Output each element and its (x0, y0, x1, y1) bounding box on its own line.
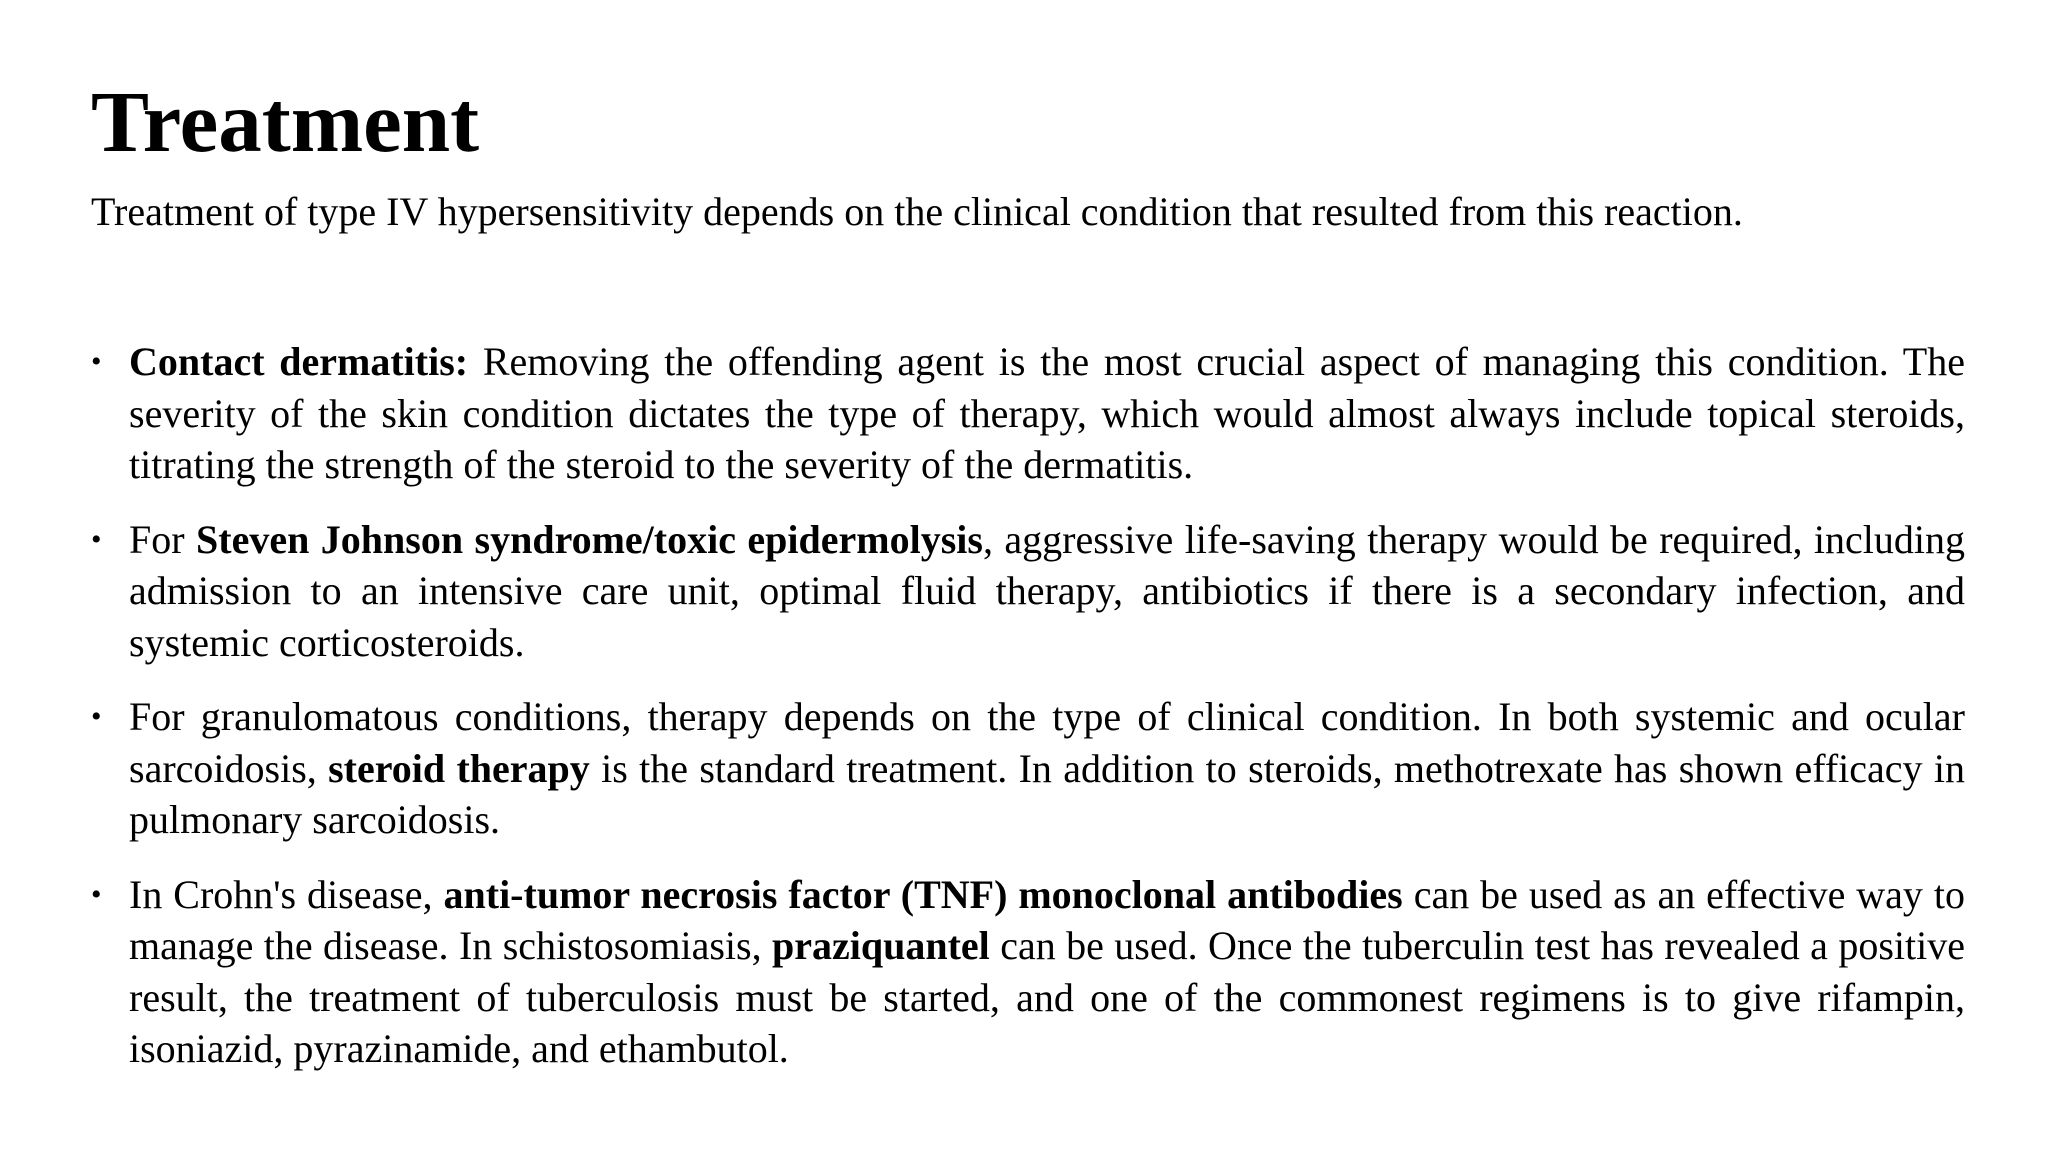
bullet-dot: • (91, 877, 102, 911)
bullet-text-post: can be used. Once the tuberculin test has revealed a positive result, the treatment of tuberculosis must be started, and one of the commonest regimens is to give rifampin, isoniazid, pyrazinamide, and ethambutol. (129, 923, 1965, 1071)
bullet-dot: • (91, 345, 102, 378)
bullet-crohns-disease (91, 869, 1965, 1075)
bullet-granulomatous (91, 691, 1965, 846)
bullet-bold-term: Contact dermatitis: (129, 339, 469, 384)
bullet-contact-dermatitis (91, 336, 1965, 491)
bullet-dot: • (91, 700, 102, 733)
bullet-bold-term-2: praziquantel (772, 923, 990, 968)
bullet-bold-term: steroid therapy (328, 745, 590, 791)
bullet-text-mid: Removing the offending agent is the most crucial aspect of managing this condition. The severity of the skin condition dictates the type of therapy, which would almost always include topical steroids, titrating the strength of the steroid to the severity of the dermatitis. (129, 339, 1965, 487)
intro-paragraph: Treatment of type IV hypersensitivity depends on the clinical condition that resulted from this reaction. (91, 189, 1743, 234)
bullet-text-pre: For granulomatous conditions, therapy depends on the type of clinical condition. In both systemic and ocular sarcoidosis, (129, 694, 1965, 791)
bullet-bold-term: Steven Johnson syndrome/toxic epidermolysis (196, 516, 983, 562)
bullet-list (91, 336, 1965, 1098)
bullet-text-mid: is the standard treatment. In addition to steroids, methotrexate has shown efficacy in pulmonary sarcoidosis. (129, 745, 1965, 842)
bullet-bold-term: anti-tumor necrosis factor (TNF) monoclonal antibodies (443, 871, 1403, 917)
bullet-text-pre: In Crohn's disease, (129, 871, 444, 917)
bullet-text-mid: , aggressive life-saving therapy would be required, including admission to an intensive care unit, optimal fluid therapy, antibiotics if there is a secondary infection, and systemic corticosteroids. (129, 516, 1966, 665)
slide-title: Treatment (91, 73, 480, 170)
bullet-text-pre: For (129, 516, 197, 562)
bullet-dot: • (91, 522, 102, 556)
bullet-steven-johnson (91, 514, 1965, 669)
bullet-text-mid: can be used as an effective way to manage the disease. In schistosomiasis, (129, 871, 1965, 968)
